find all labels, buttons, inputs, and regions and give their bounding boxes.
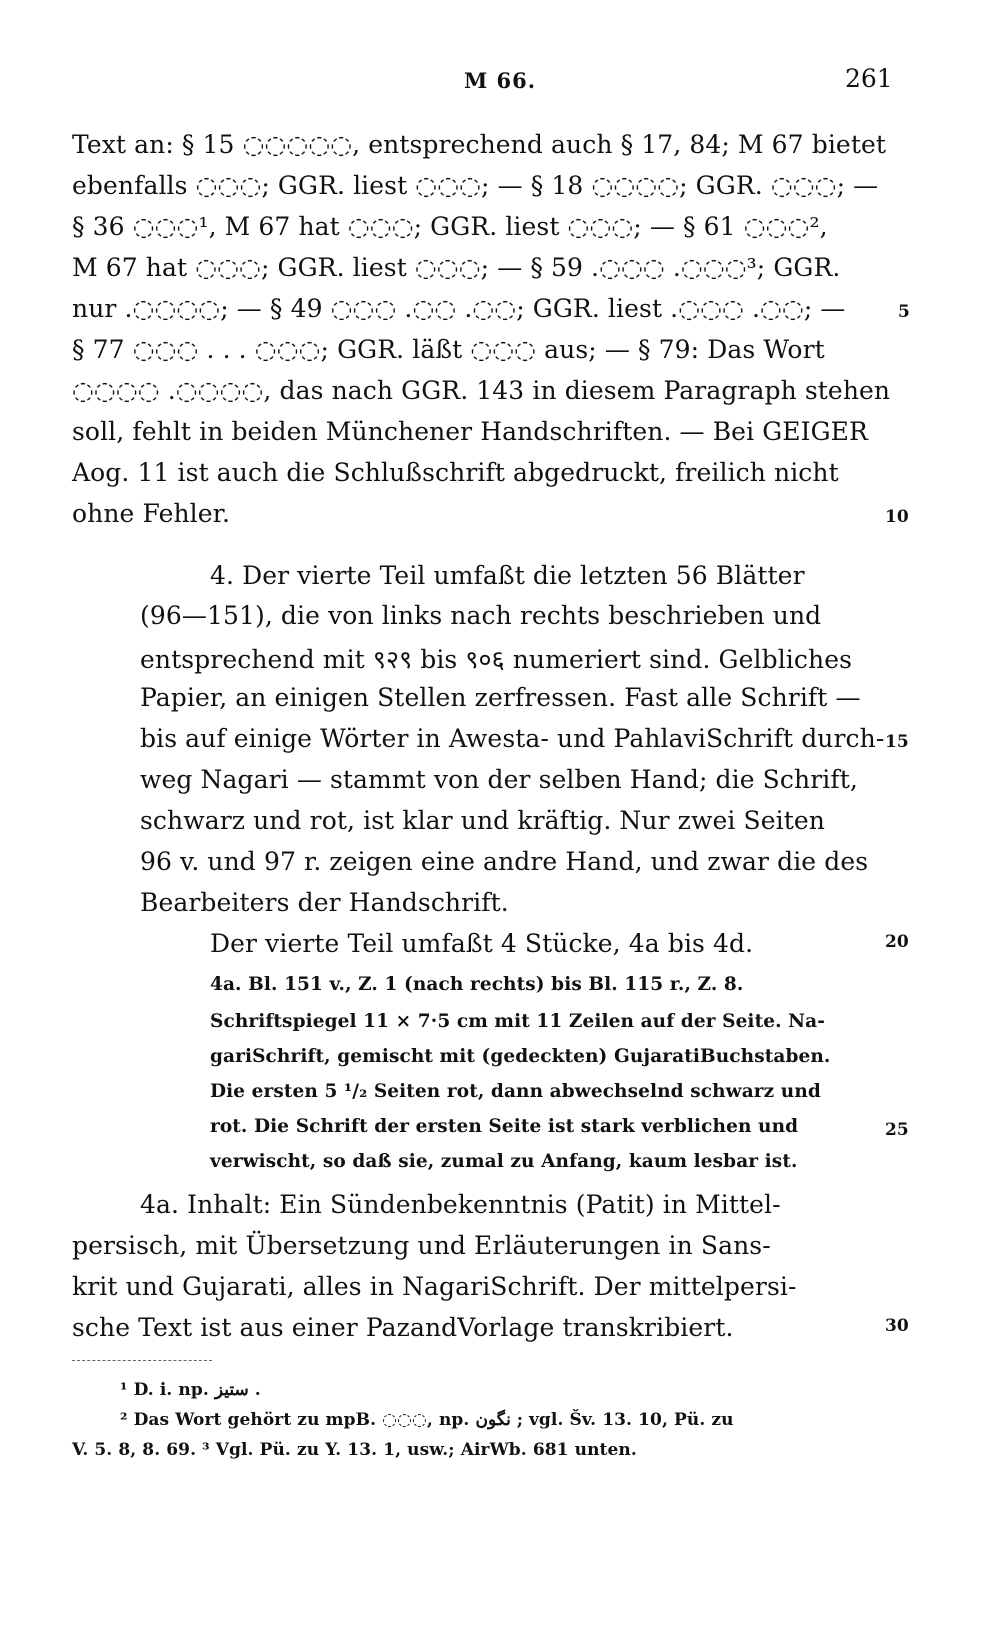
text-line: soll, fehlt in beiden Münchener Handschriften. — Bei GEIGER — [72, 417, 868, 446]
text-line: Aog. 11 ist auch die Schlußschrift abgedruckt, freilich nicht — [72, 458, 839, 487]
footnote-rule — [72, 1360, 212, 1361]
line-number: 15 — [885, 732, 909, 752]
text-line: verwischt, so daß sie, zumal zu Anfang, kaum lesbar ist. — [210, 1151, 798, 1172]
running-header: M 66. — [463, 68, 537, 93]
text-line: rot. Die Schrift der ersten Seite ist stark verblichen und — [210, 1116, 799, 1137]
text-line: Die ersten 5 ¹/₂ Seiten rot, dann abwechselnd schwarz und — [210, 1081, 821, 1102]
text-line: Bearbeiters der Handschrift. — [140, 888, 509, 917]
text-line: ohne Fehler. — [72, 499, 231, 528]
text-line: 4a. Bl. 151 v., Z. 1 (nach rechts) bis Bl. 115 r., Z. 8. — [210, 974, 744, 995]
text-line: Text an: § 15 ◌◌◌◌◌, entsprechend auch § 17, 84; M 67 bietet — [72, 130, 887, 159]
line-number: 10 — [885, 507, 909, 527]
text-line: M 67 hat ◌◌◌; GGR. liest ◌◌◌; — § 59 .◌◌◌ .◌◌◌³; GGR. — [72, 253, 841, 282]
line-number: 5 — [898, 302, 910, 322]
text-line: 4a. Inhalt: Ein Sündenbekenntnis (Patit) in Mittel- — [140, 1190, 781, 1219]
line-number: 30 — [885, 1316, 909, 1336]
text-line: nur .◌◌◌◌; — § 49 ◌◌◌ .◌◌ .◌◌; GGR. liest .◌◌◌ .◌◌; — — [72, 294, 846, 323]
text-line: 96 v. und 97 r. zeigen eine andre Hand, und zwar die des — [140, 847, 869, 876]
text-line: bis auf einige Wörter in Awesta- und PahlaviSchrift durch- — [140, 724, 885, 753]
text-line: Schriftspiegel 11 × 7·5 cm mit 11 Zeilen auf der Seite. Na- — [210, 1011, 826, 1032]
text-line: persisch, mit Übersetzung und Erläuterungen in Sans- — [72, 1231, 771, 1260]
text-line: § 36 ◌◌◌¹, M 67 hat ◌◌◌; GGR. liest ◌◌◌; — § 61 ◌◌◌², — [72, 212, 828, 241]
footnote: ² Das Wort gehört zu mpB. ◌◌◌, np. نگون ; vgl. Šv. 13. 10, Pü. zu — [120, 1410, 734, 1430]
text-line: weg Nagari — stammt von der selben Hand; die Schrift, — [140, 765, 858, 794]
text-line: ebenfalls ◌◌◌; GGR. liest ◌◌◌; — § 18 ◌◌◌◌; GGR. ◌◌◌; — — [72, 171, 879, 200]
text-line: schwarz und rot, ist klar und kräftig. Nur zwei Seiten — [140, 806, 825, 835]
text-line: § 77 ◌◌◌ . . . ◌◌◌; GGR. läßt ◌◌◌ aus; — § 79: Das Wort — [72, 335, 825, 364]
text-line: Papier, an einigen Stellen zerfressen. Fast alle Schrift — — [140, 683, 861, 712]
text-line: entsprechend mit ९२९ bis ९०६ numeriert sind. Gelbliches — [140, 645, 853, 674]
text-line: gariSchrift, gemischt mit (gedeckten) GujaratiBuchstaben. — [210, 1046, 831, 1067]
line-number: 20 — [885, 932, 909, 952]
line-number: 25 — [885, 1120, 909, 1140]
text-line: (96—151), die von links nach rechts beschrieben und — [140, 601, 822, 630]
footnote: V. 5. 8, 8. 69. ³ Vgl. Pü. zu Y. 13. 1, usw.; AirWb. 681 unten. — [72, 1440, 637, 1460]
page-number: 261 — [845, 64, 893, 93]
text-line: ◌◌◌◌ .◌◌◌◌, das nach GGR. 143 in diesem Paragraph stehen — [72, 376, 891, 405]
text-line: krit und Gujarati, alles in NagariSchrift. Der mittelpersi- — [72, 1272, 797, 1301]
text-line: 4. Der vierte Teil umfaßt die letzten 56 Blätter — [210, 561, 805, 590]
footnote: ¹ D. i. np. ستیز . — [120, 1380, 261, 1400]
text-line: Der vierte Teil umfaßt 4 Stücke, 4a bis 4d. — [210, 929, 754, 958]
text-line: sche Text ist aus einer PazandVorlage transkribiert. — [72, 1313, 734, 1342]
